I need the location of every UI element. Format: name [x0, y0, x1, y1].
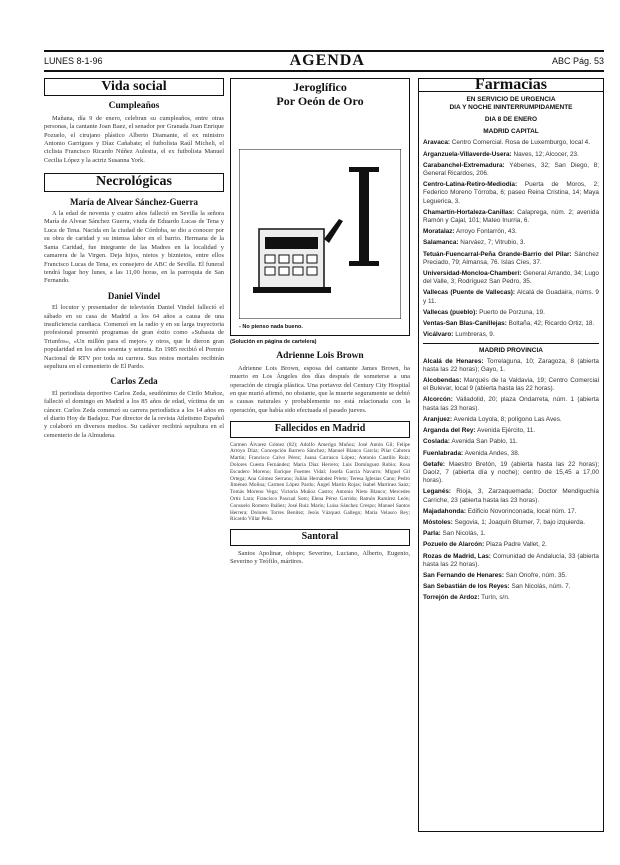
pharmacy-district: Chamartín-Hortaleza-Canillas: — [423, 208, 515, 216]
pharmacy-addresses: Comunidad de Andalucía, 33 (abierta hasta las 22 horas). — [423, 552, 599, 568]
pharmacy-addresses: Puerto de Porzuna, 19. — [477, 308, 545, 316]
pharmacy-district: Arganzuela-Villaverde-Usera: — [423, 150, 512, 158]
pharmacy-entry — [423, 519, 599, 527]
pharmacy-district: Torrejón de Ardoz: — [423, 594, 480, 602]
necrologicas-heading: Necrológicas — [44, 173, 224, 191]
pharmacy-entry — [423, 488, 599, 504]
pharmacy-district: Leganés: — [423, 488, 452, 496]
pharmacy-entry — [423, 181, 599, 206]
pharmacy-entry — [423, 572, 599, 580]
pharmacy-entry — [423, 320, 599, 328]
pharmacy-district: Móstoles: — [423, 518, 453, 526]
pharmacy-addresses: Alcalá de Guadaira, núms. 9 y 11. — [423, 289, 599, 305]
farmacias-day: DIA 8 DE ENERO — [484, 116, 538, 124]
pharmacy-addresses: Yébenes, 32; San Diego, 8; General Ricardos, 206. — [423, 161, 599, 178]
capital-heading: MADRID CAPITAL — [483, 128, 539, 136]
farmacias-box — [418, 92, 604, 832]
provincia-list — [423, 358, 599, 603]
pharmacy-addresses: Torrelaguna, 10; Zaragoza, 8 (abierta hasta las 22 horas); Gayo, 1. — [423, 357, 599, 373]
pharmacy-entry — [423, 461, 599, 486]
pharmacy-entry — [423, 209, 599, 225]
obit1-text: A la edad de noventa y cuatro años falleció en Sevilla la señora María de Alvear Sánchez Guerra, viuda de Eduardo Lucas de Tena y Luca de Tena. Nacida en la ciudad de Córdoba, se dio a conocer por su obra de caridad y su intensa labor en el barrio. Hermana de la Santa Caridad, fue integrante de las Madres en la localidad y camarera de la Virgen. Deja hijos, nietos y biznietos, entre ellos Francisco Lucas de Tena, ex consejero de ABC de Sevilla. El funeral tendrá lugar hoy lunes, a las 11,00 horas, en la parroquia de San Fernando. — [44, 210, 224, 285]
pharmacy-entry — [423, 508, 599, 516]
cumpleanos-text: Mañana, día 9 de enero, celebran su cumpleaños, entre otras personas, la cantante Joan Baez, el senador por Granada Juan Enrique Pozuelo, el cirujano plástico Alberto Diamante, el ex ministro Antonio Garrigues y Díaz Cañabate; el futbolista Raúl Micheli, el ciclista Francisco Ricardo Núñez Aulestia, el ex futbolista Manuel Cecilia López y la actriz Susanna York. — [44, 114, 224, 164]
pharmacy-addresses: Narváez, 7; Vitrubio, 3. — [458, 239, 526, 247]
pharmacy-district: Alcalá de Henares: — [423, 357, 484, 365]
column-left — [44, 78, 224, 848]
pharmacy-entry — [423, 396, 599, 412]
pharmacy-entry — [423, 162, 599, 178]
pharmacy-addresses: Arroyo Fontarrón, 43. — [454, 228, 517, 236]
pharmacy-addresses: San Onofre, núm. 35. — [503, 571, 567, 579]
pharmacy-entry — [423, 438, 599, 446]
pharmacy-addresses: Rioja, 3, Zarzaquemada; Doctor Mendiguchía Carriche, 23 (abierta hasta las 23 horas). — [423, 488, 599, 504]
pharmacy-addresses: Naves, 12; Alcocer, 23. — [511, 150, 579, 158]
jeroglifico-solution-note: (Solución en página de cartelera) — [230, 339, 317, 345]
pharmacy-entry — [423, 553, 599, 569]
pharmacy-addresses: Lumbreras, 9. — [453, 331, 495, 339]
pharmacy-district: Vallecas (pueblo): — [423, 308, 478, 316]
pharmacy-district: Universidad-Moncloa-Chamberí: — [423, 270, 522, 278]
jeroglifico-box — [230, 78, 410, 336]
pharmacy-entry — [423, 251, 599, 267]
cumpleanos-heading: Cumpleaños — [108, 101, 160, 112]
pharmacy-addresses: San Nicolás, 1. — [440, 530, 486, 538]
pharmacy-entry — [423, 139, 599, 147]
pharmacy-addresses: Avenida San Pablo, 11. — [450, 438, 518, 446]
pharmacy-entry — [423, 541, 599, 549]
obit3-text: El periodista deportivo Carlos Zeda, seudónimo de Cirilo Muñoz, falleció el domingo en Madrid a los 85 años de edad, víctima de un cáncer. Carlos Zeda comenzó su carrera periodística a los 14 años en el diario Hoy de Badajoz. Fue director de la revista Atletismo Español y colaboró en diversos medios. Su cadáver recibirá sepultura en el cementerio de la Almudena. — [44, 389, 224, 439]
pharmacy-entry — [423, 530, 599, 538]
pharmacy-entry — [423, 289, 599, 305]
fallecidos-text: Carmen Álvarez Gómez (82); Adolfo Amerigo Muñoz; José Antón Gil; Felipe Arroyo Díaz; Concepción Barrero Sánchez; Manuel Blanco García; Pilar Cabrera Martín; Francisco Calvo Pérez; Juana Carrasco López; Antonio Castillo Ruiz; Dolores Cuesta Fernández; María Díaz Herrero; Luis Domínguez Rubio; Rosa Escudero Moreno; Enrique Fuentes Vidal; Josefa García Navarro; Miguel Gil Ortega; Ana Gómez Serrano; Julián Hernández Prieto; Teresa Iglesias Cano; Pedro Jiménez Molina; Carmen López Pardo; Ángel Martín Rojas; Isabel Martínez Sanz; Tomás Moreno Vega; Victoria Muñoz Castro; Antonio Nieto Blanco; Mercedes Ortiz Lara; Francisco Pascual Soto; Elena Pérez Garrido; Ramón Ramírez León; Consuelo Romero Ibáñez; José Ruiz Marín; Luisa Sánchez Crespo; Manuel Santos Herrera; Dolores Torres Benítez; Jesús Vázquez Gallego; María Velasco Rey; Ricardo Villar Peña. — [230, 441, 410, 523]
jeroglifico-caption: - No pienso nada bueno. — [239, 323, 303, 330]
obit3-heading: Carlos Zeda — [110, 376, 158, 387]
pharmacy-entry — [423, 309, 599, 317]
pharmacy-addresses: Avenida Andes, 38. — [463, 449, 520, 457]
pharmacy-entry — [423, 450, 599, 458]
pharmacy-district: Moratalaz: — [423, 228, 455, 236]
obit2-text: El locutor y presentador de televisión Daniel Vindel falleció el sábado en su casa de Madrid a los 64 años a causa de una insuficiencia cardiaca. Comenzó en la radio y en su larga trayectoria profesional presentó programas de gran éxito como «Subasta de Triunfos», «Un millón para el mejor» y otros, que le dieron gran popularidad en los años sesenta y setenta. En 1985 recibió el Premio Nacional de RTV por toda su carrera. Sus restos mortales recibirán sepultura en el cementerio de El Pardo. — [44, 304, 224, 370]
pharmacy-district: Arganda del Rey: — [423, 427, 476, 435]
page-header — [44, 50, 604, 72]
pharmacy-entry — [423, 427, 599, 435]
pharmacy-addresses: Avenida Loyola, 8; polígono Las Aves. — [452, 415, 562, 423]
pharmacy-entry — [423, 416, 599, 424]
adrienne-text: Adrienne Lois Brown, esposa del cantante James Brown, ha muerto en Los Ángeles dos días después de someterse a una operación de cirugía plástica. Una portavoz del Century City Hospital en que murió afirmó, no obstante, que la muerte seguramente se debió a causas naturales y probablemente no está relacionada con la operación, que había sido efectuada el pasado jueves. — [230, 364, 410, 414]
pharmacy-district: Rozas de Madrid, Las: — [423, 552, 491, 560]
pharmacy-district: Vicálvaro: — [423, 331, 454, 339]
pharmacy-addresses: Sánchez Preciado, 79; Almansa, 76. Islas Cíes, 37. — [423, 250, 599, 266]
pharmacy-entry — [423, 594, 599, 602]
pharmacy-entry — [423, 331, 599, 339]
column-middle — [230, 78, 410, 848]
header-section: AGENDA — [289, 52, 365, 69]
pharmacy-district: Aravaca: — [423, 139, 451, 147]
pharmacy-district: Vallecas (Puente de Vallecas): — [423, 289, 516, 297]
pharmacy-entry — [423, 270, 599, 286]
pharmacy-district: Aranjuez: — [423, 415, 453, 423]
pharmacy-district: Salamanca: — [423, 239, 459, 247]
pharmacy-addresses: Valladolid, 20; plaza Ondarreta, núm. 1 (abierta hasta las 23 horas). — [423, 396, 599, 412]
farmacias-subtitle-2: DIA Y NOCHE ININTERRUMPIDAMENTE — [449, 104, 573, 112]
pharmacy-addresses: Marqués de la Valdavia, 19; Centro Comercial el Bulevar, local 9 (abierta hasta las 22 horas). — [423, 377, 599, 393]
pharmacy-district: San Fernando de Henares: — [423, 571, 504, 579]
pharmacy-district: Alcobendas: — [423, 377, 462, 385]
pharmacy-addresses: Boltaña, 42; Ricardo Ortiz, 18. — [506, 320, 595, 328]
pharmacy-entry — [423, 377, 599, 393]
pharmacy-addresses: Maestro Bretón, 19 (abierta hasta las 22 horas); Daoíz, 7 (abierta día y noche); centro de 15,45 a 17,00 horas). — [423, 460, 599, 485]
pharmacy-district: Centro-Latina-Retiro-Mediodía: — [423, 181, 518, 189]
pharmacy-addresses: Plaza Padre Vallet, 2. — [484, 541, 547, 549]
pharmacy-entry — [423, 228, 599, 236]
adrienne-heading: Adrienne Lois Brown — [276, 351, 364, 362]
pharmacy-district: Getafe: — [423, 460, 446, 468]
farmacias-subtitle-1: EN SERVICIO DE URGENCIA — [466, 96, 556, 104]
pharmacy-addresses: Puerta de Moros, 2; Federico Moreno Tórroba, 6; paseo Reina Cristina, 14; Maya Leguerica, 3. — [423, 181, 599, 205]
pharmacy-district: Pozuelo de Alarcón: — [423, 541, 485, 549]
pharmacy-district: Coslada: — [423, 438, 450, 446]
pharmacy-entry — [423, 239, 599, 247]
santoral-heading: Santoral — [230, 529, 410, 545]
pharmacy-addresses: Turín, s/n. — [479, 594, 510, 602]
pharmacy-district: Tetuán-Fuencarral-Peña Grande-Barrio del Pilar: — [423, 250, 572, 258]
pharmacy-district: San Sebastián de los Reyes: — [423, 583, 510, 591]
pharmacy-entry — [423, 358, 599, 374]
pharmacy-district: Parla: — [423, 530, 441, 538]
pharmacy-district: Carabanchel-Extremadura: — [423, 161, 505, 169]
column-right — [418, 78, 604, 848]
jeroglifico-author: Por Oeón de Oro — [276, 94, 364, 109]
capital-list — [423, 139, 599, 339]
pharmacy-addresses: San Nicolás, núm. 7. — [509, 583, 571, 591]
obit2-heading: Daniel Vindel — [107, 290, 161, 301]
jeroglifico-title: Jeroglífico — [293, 80, 347, 94]
fallecidos-heading: Fallecidos en Madrid — [230, 421, 410, 437]
pharmacy-district: Alcorcón: — [423, 396, 453, 404]
pharmacy-addresses: Calaprega, núm. 2; avenida Ramón y Cajal, 101; Mateo Inurria, 6. — [423, 208, 599, 225]
obit1-heading: María de Alvear Sánchez-Guerra — [69, 196, 199, 207]
provincia-heading: MADRID PROVINCIA — [423, 343, 599, 355]
farmacias-heading: Farmacias — [418, 78, 604, 92]
pharmacy-addresses: Edificio Novorinconada, local núm. 17. — [465, 507, 577, 515]
pharmacy-district: Fuenlabrada: — [423, 449, 464, 457]
pharmacy-entry — [423, 583, 599, 591]
pharmacy-addresses: Segovia, 1; Joaquín Blumer, 7, bajo izquierda. — [452, 518, 585, 526]
pharmacy-district: Ventas-San Blas-Canillejas: — [423, 320, 507, 328]
pharmacy-addresses: Avenida Ejército, 11. — [475, 427, 536, 435]
pharmacy-addresses: General Arrando, 34; Lugo del Valle, 3; Rodríguez San Pedro, 35. — [423, 270, 599, 286]
pharmacy-addresses: Centro Comercial. Rosa de Luxemburgo, local 4. — [450, 139, 590, 147]
pharmacy-district: Majadahonda: — [423, 507, 466, 515]
vida-social-heading: Vida social — [44, 78, 224, 96]
jeroglifico-illustration — [239, 149, 401, 319]
header-page-number: ABC Pág. 53 — [551, 56, 604, 66]
pharmacy-entry — [423, 151, 599, 159]
header-date: LUNES 8-1-96 — [44, 56, 103, 66]
santoral-text: Santos Apolinar, obispo; Severino, Luciano, Alberto, Eugenio, Severino y Teófilo, mártires. — [230, 549, 410, 566]
